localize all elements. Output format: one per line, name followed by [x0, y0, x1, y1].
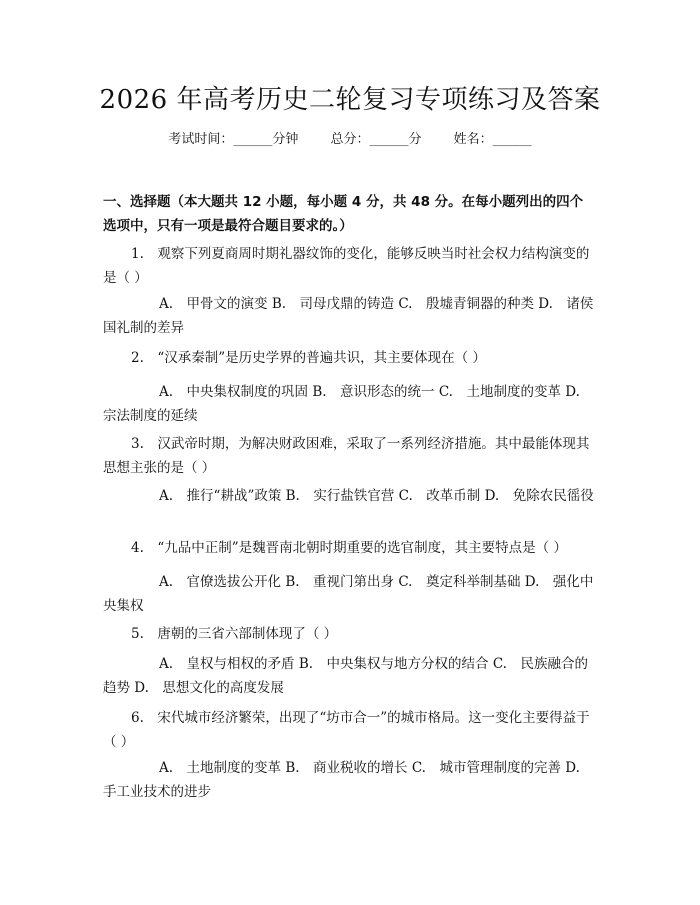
question-1 [103, 242, 598, 290]
question-options: A. 推行“耕战”政策 B. 实行盐铁官营 C. 改革币制 D. 免除农民徭役 [159, 488, 594, 504]
question-1-options [103, 292, 598, 340]
section-heading: 一、选择题（本大题共 12 小题，每小题 4 分，共 48 分。在每小题列出的四个选项中，只有一项是最符合题目要求的。） [103, 194, 584, 234]
question-stem: 3. 汉武帝时期，为解决财政困难，采取了一系列经济措施。其中最能体现其思想主张的是（ ） [103, 436, 590, 476]
question-stem: 4. “九品中正制”是魏晋南北朝时期重要的选官制度，其主要特点是（ ） [131, 540, 567, 556]
question-options: A. 官僚选拔公开化 B. 重视门第出身 C. 奠定科举制基础 D. 强化中央集权 [103, 574, 594, 614]
question-options: A. 甲骨文的演变 B. 司母戊鼎的铸造 C. 殷墟青铜器的种类 D. 诸侯国礼制的差异 [103, 296, 594, 336]
question-stem: 1. 观察下列夏商周时期礼器纹饰的变化，能够反映当时社会权力结构演变的是（ ） [103, 246, 590, 286]
question-2-options [103, 380, 598, 428]
question-6-options [103, 756, 598, 804]
question-5-options [103, 652, 598, 700]
document-title: 2026 年高考历史二轮复习专项练习及答案 [99, 85, 601, 115]
question-6 [103, 706, 598, 754]
question-stem: 2. “汉承秦制”是历史学界的普遍共识，其主要体现在（ ） [131, 350, 486, 366]
question-options: A. 土地制度的变革 B. 商业税收的增长 C. 城市管理制度的完善 D. 手工业技术的进步 [103, 760, 594, 800]
exam-name-field: 姓名：______ [453, 132, 532, 147]
question-4-options [103, 570, 598, 618]
question-options: A. 中央集权制度的巩固 B. 意识形态的统一 C. 土地制度的变革 D. 宗法制度的延续 [103, 384, 594, 424]
question-options: A. 皇权与相权的矛盾 B. 中央集权与地方分权的结合 C. 民族融合的趋势 D. 思想文化的高度发展 [103, 656, 588, 696]
question-stem: 5. 唐朝的三省六部制体现了（ ） [131, 626, 338, 642]
exam-time-field: 考试时间：______分钟 [168, 132, 299, 147]
exam-info-line [0, 130, 700, 150]
question-4 [103, 536, 598, 560]
question-stem: 6. 宋代城市经济繁荣，出现了“坊市合一”的城市格局。这一变化主要得益于（ ） [103, 710, 590, 750]
question-3-options [103, 484, 598, 508]
question-5 [103, 622, 598, 646]
question-2 [103, 346, 598, 370]
exam-score-field: 总分：______分 [330, 132, 422, 147]
question-3 [103, 432, 598, 480]
